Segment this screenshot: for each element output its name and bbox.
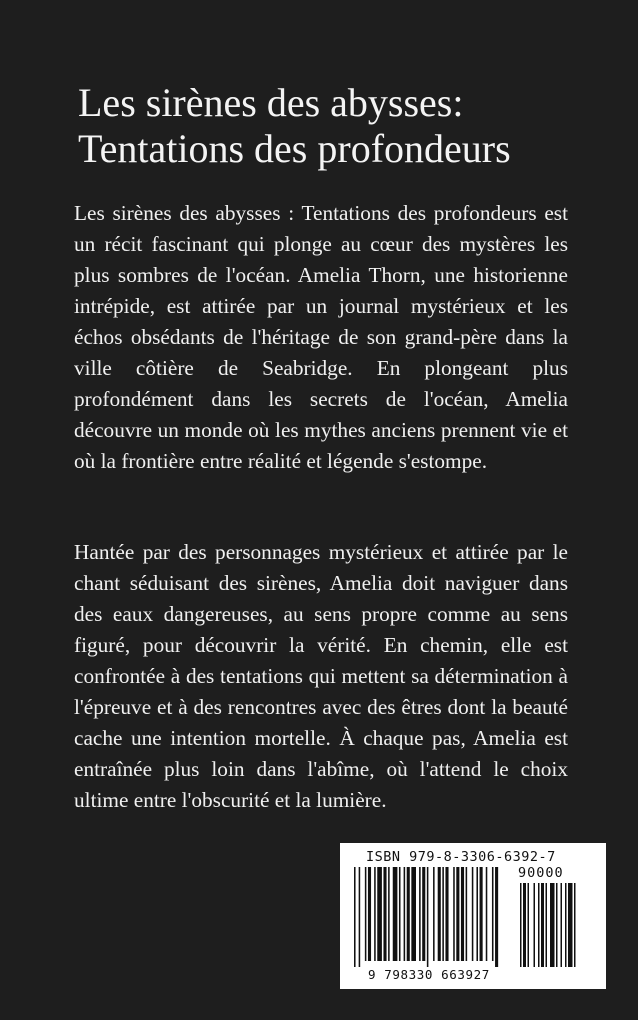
barcode-bar xyxy=(433,867,435,961)
barcode-bar xyxy=(456,867,459,961)
addon-bar xyxy=(528,883,530,967)
addon-bar xyxy=(568,883,573,967)
ean-digits: 9 798330 663927 xyxy=(368,967,490,982)
barcode-bar xyxy=(442,867,444,961)
addon-bar xyxy=(523,883,526,967)
addon-bar xyxy=(520,883,522,967)
barcode-bar xyxy=(377,867,382,961)
price-code: 90000 xyxy=(518,865,564,881)
addon-bar xyxy=(541,883,544,967)
barcode-bar xyxy=(466,867,468,961)
barcode-bar xyxy=(438,867,441,961)
barcode-bar xyxy=(453,867,455,961)
barcode-bar xyxy=(472,867,474,961)
book-title xyxy=(78,80,598,172)
barcode-bar xyxy=(388,867,390,961)
barcode-bar xyxy=(404,867,406,961)
addon-bar xyxy=(556,883,558,967)
book-title-line-2: Tentations des profondeurs xyxy=(78,126,511,171)
barcode-bar xyxy=(374,867,376,961)
addon-bar xyxy=(565,883,567,967)
barcode-bar xyxy=(461,867,464,961)
addon-bar xyxy=(538,883,540,967)
barcode-bar xyxy=(399,867,401,961)
barcode-bar xyxy=(359,867,361,967)
barcode-bar xyxy=(445,867,448,961)
book-title-line-1: Les sirènes des abysses: xyxy=(78,80,464,125)
barcode-bar xyxy=(393,867,398,961)
barcode-bar xyxy=(427,867,429,967)
isbn-label: ISBN 979-8-3306-6392-7 xyxy=(366,849,556,865)
barcode-bar xyxy=(411,867,416,961)
addon-bar xyxy=(574,883,576,967)
blurb-paragraph-1: Les sirènes des abysses : Tentations des profondeurs est un récit fascinant qui plonge au cœur des mystères les plus sombres de l'océan. Amelia Thorn, une historienne intrépide, est attirée par un journal mystérieux et les échos obsédants de l'héritage de son grand-père dans la ville côtière de Seabridge. En plongeant plus profondément dans les secrets de l'océan, Amelia découvre un monde où les mythes anciens prennent vie et où la frontière entre réalité et légende s'estompe. xyxy=(74,201,568,473)
addon-bar xyxy=(561,883,563,967)
barcode-bar xyxy=(486,867,488,961)
barcode-bar xyxy=(383,867,386,961)
addon-bar xyxy=(534,883,536,967)
barcode-bar xyxy=(354,867,356,967)
barcode-bar xyxy=(407,867,410,961)
barcode-bar xyxy=(368,867,371,961)
barcode-bar xyxy=(419,867,421,961)
isbn-barcode xyxy=(340,843,606,989)
addon-bar xyxy=(550,883,555,967)
blurb-paragraph-2: Hantée par des personnages mystérieux et attirée par le chant séduisant des sirènes, Amelia doit naviguer dans des eaux dangereuses, au sens propre comme au sens figuré, pour découvrir la vérité. En chemin, elle est confrontée à des tentations qui mettent sa détermination à l'épreuve et à des rencontres avec des êtres dont la beauté cache une intention mortelle. À chaque pas, Amelia est entraînée plus loin dans l'abîme, où l'attend le choix ultime entre l'obscurité et la lumière. xyxy=(74,540,568,812)
barcode-bar xyxy=(495,867,498,967)
barcode-bar xyxy=(422,867,425,961)
barcode-bar xyxy=(480,867,483,961)
barcode-bar xyxy=(476,867,478,961)
barcode-bar xyxy=(492,867,494,961)
addon-bar xyxy=(546,883,548,967)
barcode-bar xyxy=(365,867,367,961)
